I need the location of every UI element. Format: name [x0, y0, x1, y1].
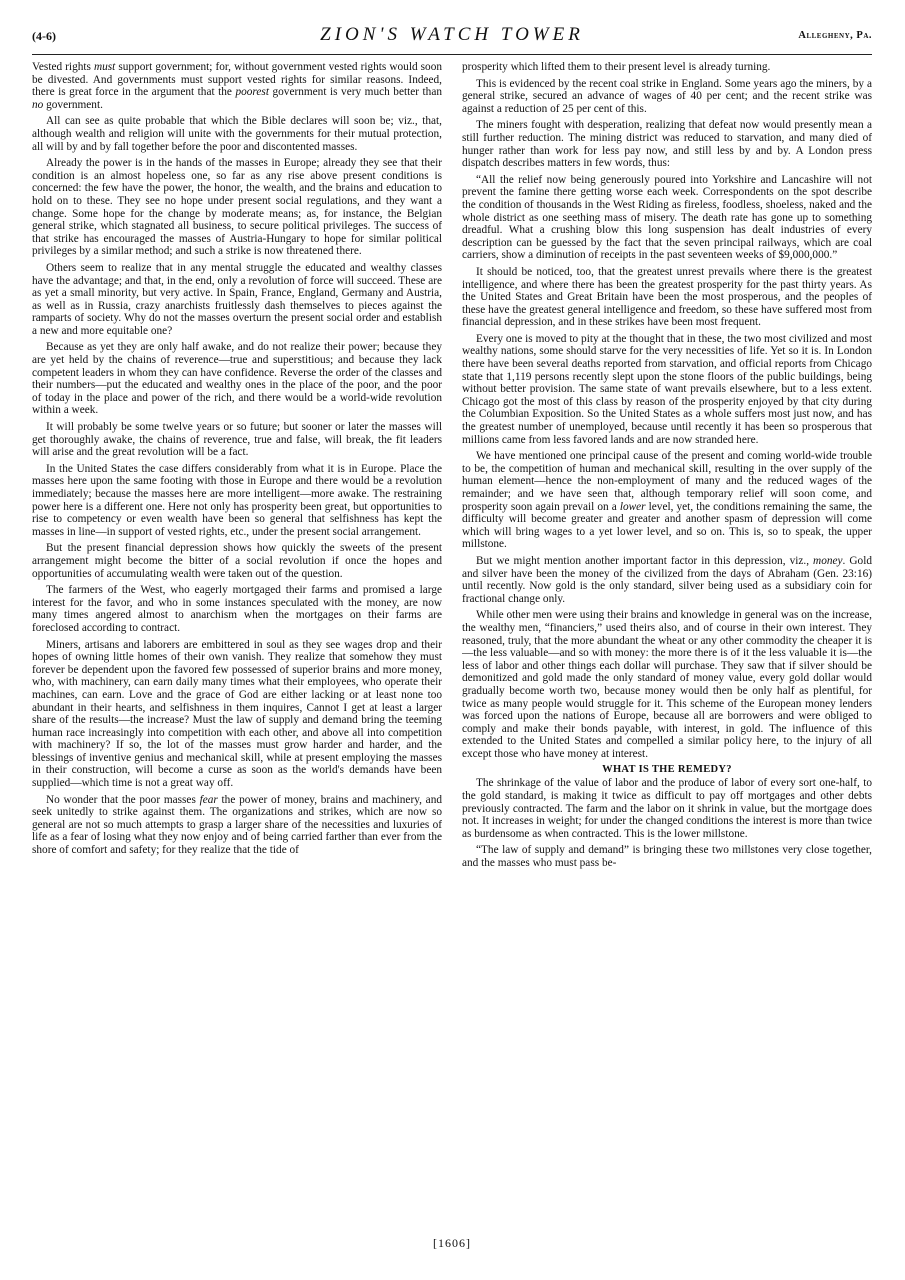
paragraph: Already the power is in the hands of the masses in Europe; already they see that their condition is an almost hopeless one, so far as any rise above present conditions is concerned: the few have the power, the honor, the wealth, and the brains and education to hold on to these. They see no hope under present social regulations, and they want a change. Some hope for the change by moderate means; as, for instance, the Belgian general strike, which stagnated all business, to secure political privileges. The success of that strike has encouraged the masses of Austria-Hungary to hope for similar political privileges by a similar method; and such a strike is now threatened there.: [32, 157, 442, 258]
paragraph: The farmers of the West, who eagerly mortgaged their farms and promised a large interest for the favor, and who in some instances speculated with the money, are now many times angered almost to anarchism when the mortgages on their farms are foreclosed according to contract.: [32, 584, 442, 634]
publication-place: Allegheny, Pa.: [798, 30, 872, 41]
paragraph: Others seem to realize that in any mental struggle the educated and wealthy classes have the advantage; and that, in the end, only a revolution of force will succeed. These are as yet a small minority, but very active. In Spain, France, England, Germany and Austria, as well as in Russia, crazy anarchists fruitlessly dash themselves to pieces against the ramparts of society. Why do not the masses overturn the present social order and establish a new and more equitable one?: [32, 261, 442, 337]
paragraph: But we might mention another important factor in this depression, viz., money. Gold and silver have been the money of the civilized from the days of Abraham (Gen. 23:16) until recently. Now gold is the only standard, silver being used as a subsidiary coin for fractional change only.: [462, 554, 872, 605]
paragraph: Because as yet they are only half awake, and do not realize their power; because they are yet held by the chains of reverence—true and superstitious; and because they lack competent leaders in whom they can have confidence. Reverse the order of the classes and their numbers—put the educated and wealthy ones in the place of the poor, and the poor of today in the place and power of the rich, and there would be a world-wide revolution within a week.: [32, 341, 442, 417]
paragraph: It should be noticed, too, that the greatest unrest prevails where there is the greatest intelligence, and where there has been the greatest prosperity for the past thirty years. As the United States and Great Britain have been the most prosperous, and the peoples of these have the greatest general intelligence and freedom, so these have suffered most from financial depression, and in these strikes have been most frequent.: [462, 265, 872, 329]
paragraph: Miners, artisans and laborers are embittered in soul as they see wages drop and their hopes of owning little homes of their own vanish. They realize that somehow they must forever be dependent upon the favored few possessed of superior brains and more money, who, with machinery, can earn daily many times what their employees, who operate their machines, can earn. Love and the grace of God are either lacking or at least none too abundant in their hearts, and selfishness in them inquires, Cannot I get at least a larger share of the results—the increase? Must the law of supply and demand bring the teeming human race increasingly into competition with each other, and above all into competition with machinery? If so, the lot of the masses must grow harder and harder, and the blessings of inventive genius and mechanical skill, while at present employing the masses in their construction, will become a curse as soon as the world's demands have been supplied—which time is not a great way off.: [32, 638, 442, 790]
paragraph: This is evidenced by the recent coal strike in England. Some years ago the miners, by a general strike, secured an advance of wages of 40 per cent; and the recent strike was against a reduction of 25 per cent of this.: [462, 77, 872, 115]
page-header: [32, 24, 872, 55]
page-number: [1606]: [433, 1236, 471, 1250]
paragraph: The miners fought with desperation, realizing that defeat now would presently mean a still further reduction. The mining district was reduced to starvation, and many died of hunger rather than work for less pay now, and still less by and by. A London press dispatch describes matters in few words, thus:: [462, 119, 872, 170]
paragraph: It will probably be some twelve years or so future; but sooner or later the masses will get thoroughly awake, the chains of reverence, true and false, will break, the fit leaders will arise and the great revolution will be a fact.: [32, 421, 442, 459]
paragraph: While other men were using their brains and knowledge in general was on the increase, the wealthy men, “financiers,” used theirs also, and of course in their own interest. They reasoned, truly, that the more abundant the wheat or any other commodity the cheaper it is—the less valuable—and so with money: the more there is of it the less valuable it is—the less of labor and other things each dollar will purchase. They saw that if silver should be demonitized and gold made the only standard of money value, every gold dollar would gradually become worth two, because money would then be only half as plentiful, for twice as many people would struggle for it. This scheme of the European money lenders was forced upon the nations of Europe, because all are borrowers and were obliged to comply and make their bonds payable, with interest, in gold. The influence of this extended to the United States and compelled a similar policy here, to the injury of all except those who have money at interest.: [462, 609, 872, 760]
page-reference: (4-6): [32, 29, 56, 43]
paragraph: No wonder that the poor masses fear the power of money, brains and machinery, and seek unitedly to strike against them. The organizations and strikes, which are now so general are not so much attempts to grasp a larger share of the necessities and luxuries of life as a fear of losing what they now enjoy and of being carried farther than ever from the shore of comfort and safety; for they realize that the tide of: [32, 793, 442, 857]
paragraph: “The law of supply and demand” is bringing these two millstones very close together, and the masses who must pass be-: [462, 844, 872, 870]
section-heading: WHAT IS THE REMEDY?: [602, 764, 732, 776]
article-body: [32, 61, 872, 1211]
paragraph: We have mentioned one principal cause of the present and coming world-wide trouble to be, the competition of human and mechanical skill, resulting in the over supply of the human element—hence the non-employment of many and the reduced wages of the remainder; and we have seen that, although temporary relief will soon come, and prosperity soon again prevail on a lower level, yet, the conditions remaining the same, the difficulty will become greater and greater and another spasm of depression will come which will bring wages to a yet lower level, and so on. This is, so to speak, the upper millstone.: [462, 450, 872, 551]
left-column: [32, 61, 442, 1211]
paragraph: The shrinkage of the value of labor and the produce of labor of every sort one-half, to the gold standard, is making it twice as difficult to pay off mortgages and other debts previously contracted. The farm and the labor on it shrink in value, but the mortgage does not. It increases in weight; for under the changed conditions the interest is more than twice as burdensome as when contracted. This is the lower millstone.: [462, 777, 872, 840]
paragraph: prosperity which lifted them to their present level is already turning.: [462, 61, 771, 73]
page: [32, 24, 872, 1260]
paragraph: All can see as quite probable that which the Bible declares will soon be; viz., that, although wealth and religion will unite with the governments for their mutual protection, all will by and by fall together before the poor and discontented masses.: [32, 115, 442, 153]
paragraph: Vested rights must support government; for, without government vested rights would soon be divested. And governments must support vested rights for similar reasons. Indeed, there is great force in the argument that the poorest government is very much better than no government.: [32, 61, 442, 111]
paragraph: “All the relief now being generously poured into Yorkshire and Lancashire will not prevent the famine there getting worse each week. Correspondents on the spot describe the condition of thousands in the West Riding as fireless, foodless, shoeless, naked and the whole district as one seething mass of misery. The death rate has gone up to something dreadful. What a crushing blow this long suspension has dealt industries of every description can be guessed by the fact that the seven principal railways, which are coal carriers, show a diminution of receipts in the past seventeen weeks of $9,000,000.”: [462, 173, 872, 262]
paragraph: In the United States the case differs considerably from what it is in Europe. Place the masses here upon the same footing with those in Europe and there would be a revolution immediately; because the masses here are more intelligent—more awake. The restraining power here is a different one. Here not only has prosperity been great, but opportunities to rise to competency or even wealth have been so general that selfishness has kept the masses in line—in support of vested rights, etc., under the present social arrangement.: [32, 462, 442, 538]
paragraph: But the present financial depression shows how quickly the sweets of the present arrangement might become the bitter of a social revolution if once the hopes and opportunities of accumulating wealth were taken out of the question.: [32, 542, 442, 580]
journal-title: ZION'S WATCH TOWER: [320, 24, 584, 45]
paragraph: Every one is moved to pity at the thought that in these, the two most civilized and most wealthy nations, some should starve for the very necessities of life. Yet so it is. In London there have been several deaths reported from starvation, and official reports from Chicago state that 1,119 persons recently slept upon the stone floors of the public buildings, being without better provision. The same state of want prevails elsewhere, but to a less extent. Chicago got the most of this class by reason of the prosperity enjoyed by that city during the Columbian Exposition. So the United States as a whole suffers most just now, and has the greatest number of unemployed, because until recently it has been so prosperous that millions came from less favored lands and are now stranded here.: [462, 332, 872, 446]
right-column: [462, 61, 872, 1211]
